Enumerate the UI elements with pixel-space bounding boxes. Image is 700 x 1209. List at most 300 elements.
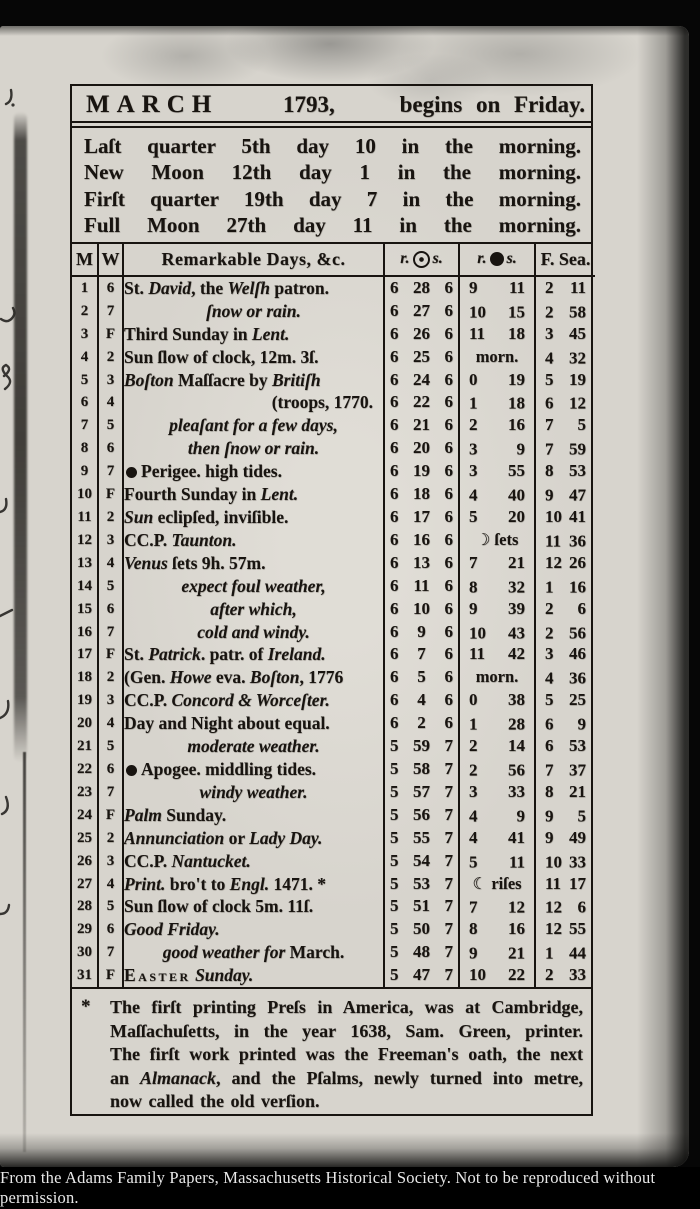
full-sea-cell (535, 414, 595, 437)
full-sea-value: 9 (545, 827, 554, 847)
sun-values (385, 552, 458, 575)
moon-special-value: ☽ ſets (475, 529, 519, 549)
sun-rise-set-cell (384, 964, 459, 987)
sun-value: 59 (413, 736, 430, 756)
day-text-segment: March. (289, 942, 345, 963)
full-sea-value: 4 (545, 348, 554, 368)
day-text-segment: ſets 9h. 57m. (167, 552, 266, 573)
page-bottom-shadow (0, 1133, 689, 1167)
month-day-cell: 16 (72, 621, 98, 644)
full-sea-value: 12 (545, 919, 562, 939)
remarkable-day-cell (123, 369, 384, 392)
sun-values (385, 414, 458, 437)
day-text-segment: pleaſant for a few days, (169, 415, 338, 436)
day-text-segment: Welſh (227, 277, 270, 298)
page-right-shadow (637, 26, 689, 1167)
full-sea-value: 33 (569, 852, 586, 872)
sun-value: 7 (444, 896, 453, 916)
day-text-segment: Britiſh (271, 369, 321, 390)
sun-values (385, 781, 458, 804)
table-row (72, 689, 595, 712)
full-sea-value: 6 (545, 736, 554, 756)
full-sea-cell (535, 781, 595, 804)
remarkable-day-cell (123, 873, 384, 896)
sun-rise-set-cell (384, 598, 459, 621)
day-text-segment: , and the Pſalms, newly turned into metre, (216, 1067, 584, 1088)
full-sea-cell (535, 391, 595, 414)
moon-rise-set-cell (459, 643, 535, 666)
moon-values (460, 897, 534, 920)
moon-rise-set-cell (459, 414, 535, 437)
sun-value: 6 (444, 484, 453, 504)
sun-value: 6 (390, 484, 399, 504)
full-sea-value: 45 (569, 323, 586, 343)
moon-values (460, 369, 534, 392)
sun-rise-set-cell (384, 414, 459, 437)
moon-value: 19 (508, 369, 525, 389)
sun-rise-set-cell (384, 758, 459, 781)
full-moon-icon (126, 765, 137, 776)
full-sea-value: 2 (545, 302, 554, 322)
moon-value: 0 (469, 369, 478, 389)
moon-phase-line: Laſt quarter 5th day 10 in the morning. (84, 133, 581, 158)
sun-value: 6 (390, 575, 399, 595)
moon-value: 10 (469, 965, 486, 985)
moon-value: 11 (469, 323, 486, 343)
day-text-segment: Good Friday. (124, 919, 220, 940)
moon-rise-set-cell (459, 300, 535, 323)
moon-phase-line: New Moon 12th day 1 in the morning. (84, 160, 581, 185)
moon-values (460, 643, 534, 666)
full-sea-cell (535, 735, 595, 758)
moon-value: 18 (508, 323, 525, 343)
day-text-segment: Maſſachuſetts, in the year 1638, Sam. Green, printer. (110, 1020, 583, 1041)
moon-values (460, 439, 534, 462)
full-sea-cell (535, 437, 595, 460)
remarkable-day-cell (123, 529, 384, 552)
week-day-cell: 2 (98, 827, 123, 850)
full-sea-cell (535, 506, 595, 529)
moon-value: 2 (469, 415, 478, 435)
sun-value: 5 (390, 896, 399, 916)
sun-value: 6 (444, 507, 453, 526)
book-gutter-shadow (14, 112, 27, 762)
sun-rise-set-cell (384, 437, 459, 460)
full-sea-cell (535, 460, 595, 483)
moon-value: 9 (469, 943, 478, 963)
sun-values (385, 873, 458, 896)
sun-value: 7 (417, 644, 426, 664)
day-text-segment: good weather for (162, 942, 290, 963)
month-day-cell: 12 (72, 529, 98, 552)
full-sea-value: 36 (569, 531, 586, 551)
sun-value: 4 (417, 690, 426, 710)
table-row (72, 300, 595, 323)
table-row (72, 414, 595, 437)
footnote (72, 987, 591, 1114)
sun-values (385, 735, 458, 758)
table-row (72, 323, 595, 346)
col-header-moon-rise-set (459, 244, 535, 276)
day-text-segment: or (224, 827, 250, 848)
full-sea-values (536, 530, 595, 553)
moon-special-value: morn. (475, 667, 519, 687)
month-day-cell: 25 (72, 827, 98, 850)
sun-value: 6 (390, 529, 399, 549)
sun-value: 51 (413, 896, 430, 916)
full-sea-value: 8 (545, 461, 554, 481)
week-day-cell: 4 (98, 712, 123, 735)
moon-value: 3 (469, 781, 478, 801)
sun-value: 6 (444, 690, 453, 710)
week-day-cell: 7 (98, 941, 123, 964)
sun-rise-set-cell (384, 643, 459, 666)
week-day-cell: 2 (98, 346, 123, 369)
sun-rise-set-cell (384, 276, 459, 300)
sun-value: 6 (390, 277, 399, 297)
sun-value: 5 (390, 758, 399, 778)
moon-value: 4 (469, 485, 478, 505)
footnote-line (110, 1043, 583, 1067)
day-text-segment: Fourth Sunday in (124, 484, 261, 505)
sun-value: 55 (413, 827, 430, 847)
moon-value: 28 (508, 714, 525, 734)
moon-rise-set-cell (459, 873, 535, 896)
full-sea-values (536, 552, 595, 575)
day-text-segment: Sun ſlow of clock, 12m. 3ſ. (124, 346, 319, 367)
table-row (72, 621, 595, 644)
month-day-cell: 27 (72, 873, 98, 896)
table-row (72, 276, 595, 300)
sun-rise-set-cell (384, 552, 459, 575)
title-begins-on: begins on Friday. (399, 92, 585, 117)
moon-value: 21 (508, 943, 525, 963)
remarkable-day-cell (123, 391, 384, 414)
sun-value: 50 (413, 919, 430, 939)
sun-value: 22 (413, 392, 430, 412)
moon-value: 12 (508, 897, 525, 917)
sun-value: 6 (444, 346, 453, 366)
sun-rise-set-cell (384, 941, 459, 964)
sun-value: 6 (444, 300, 453, 320)
page-title (72, 86, 591, 119)
month-day-cell: 29 (72, 918, 98, 941)
moon-value: 10 (469, 302, 486, 322)
moon-rise-set-cell (459, 460, 535, 483)
sun-values (385, 712, 458, 735)
month-day-cell: 18 (72, 666, 98, 689)
full-sea-cell (535, 850, 595, 873)
month-day-cell: 19 (72, 689, 98, 712)
full-sea-value: 53 (569, 461, 586, 481)
moon-value: 1 (469, 393, 478, 413)
moon-value: 42 (508, 644, 525, 664)
full-sea-value: 11 (569, 277, 586, 297)
sun-value: 7 (444, 942, 453, 962)
sun-rise-set-cell (384, 529, 459, 552)
moon-value: 0 (469, 690, 478, 710)
remarkable-day-cell (123, 666, 384, 689)
sun-rise-label: r. (400, 250, 410, 268)
col-header-month-day: M (72, 244, 98, 276)
sun-value: 6 (444, 644, 453, 664)
remarkable-day-cell (123, 689, 384, 712)
month-day-cell: 23 (72, 781, 98, 804)
full-sea-value: 1 (545, 577, 554, 597)
full-sea-value: 17 (569, 873, 586, 893)
full-sea-values (536, 460, 595, 483)
sun-value: 5 (417, 667, 426, 687)
full-sea-value: 25 (569, 690, 586, 710)
moon-rise-set-cell (459, 575, 535, 598)
full-sea-values (536, 576, 595, 599)
moon-rise-set-cell (459, 621, 535, 644)
sun-value: 7 (444, 873, 453, 893)
day-text-segment: Ireland. (267, 644, 326, 665)
moon-value: 1 (469, 714, 478, 734)
table-row (72, 941, 595, 964)
sun-value: 6 (390, 507, 399, 526)
month-day-cell: 8 (72, 437, 98, 460)
sun-rise-set-cell (384, 850, 459, 873)
moon-values (460, 323, 534, 346)
col-header-remarkable-days: Remarkable Days, &c. (123, 244, 384, 276)
full-sea-values (536, 485, 595, 508)
remarkable-day-cell (123, 643, 384, 666)
sun-set-label: s. (432, 250, 443, 268)
day-text-segment: ſnow or rain. (206, 300, 301, 321)
sun-rise-set-cell (384, 918, 459, 941)
double-rule (72, 121, 591, 128)
full-sea-values (536, 759, 595, 782)
moon-value: 41 (508, 827, 525, 847)
remarkable-day-cell (123, 598, 384, 621)
moon-value: 4 (469, 827, 478, 847)
printed-frame (70, 84, 593, 1116)
moon-value: 11 (508, 852, 525, 872)
sun-rise-set-cell (384, 391, 459, 414)
week-day-cell: F (98, 964, 123, 987)
full-sea-value: 9 (545, 485, 554, 505)
sun-value: 6 (444, 529, 453, 549)
sun-value: 6 (390, 323, 399, 343)
full-sea-cell (535, 598, 595, 621)
moon-value: 14 (508, 736, 525, 756)
remarkable-day-cell (123, 575, 384, 598)
week-day-cell: 5 (98, 414, 123, 437)
day-text-segment: now called the old verſion. (110, 1091, 320, 1112)
moon-value: 5 (469, 852, 478, 872)
remarkable-day-cell (123, 483, 384, 506)
full-sea-values (536, 414, 595, 437)
full-sea-value: 59 (569, 439, 586, 459)
sun-values (385, 346, 458, 369)
sun-value: 6 (390, 346, 399, 366)
sun-value: 5 (390, 965, 399, 985)
full-sea-value: 6 (577, 598, 586, 618)
month-day-cell: 31 (72, 964, 98, 987)
moon-special-value: morn. (475, 346, 519, 366)
full-sea-value: 11 (545, 531, 562, 551)
sun-values (385, 598, 458, 621)
sun-value: 6 (444, 415, 453, 435)
remarkable-day-cell (123, 323, 384, 346)
remarkable-day-cell (123, 300, 384, 323)
full-sea-values (536, 369, 595, 392)
full-sea-values (536, 714, 595, 737)
sun-values (385, 918, 458, 941)
sun-value: 7 (444, 827, 453, 847)
full-sea-value: 16 (569, 577, 586, 597)
moon-rise-set-cell (459, 895, 535, 918)
sun-value: 2 (417, 713, 426, 733)
table-row (72, 552, 595, 575)
month-day-cell: 10 (72, 483, 98, 506)
week-day-cell: 3 (98, 529, 123, 552)
moon-value: 9 (516, 439, 525, 459)
moon-rise-set-cell (459, 323, 535, 346)
footnote-line (110, 1020, 583, 1044)
title-year: 1793, (283, 92, 335, 117)
full-sea-cell (535, 758, 595, 781)
moon-values (460, 598, 534, 621)
full-sea-value: 10 (545, 852, 562, 872)
week-day-cell: 5 (98, 575, 123, 598)
sun-values (385, 369, 458, 392)
remarkable-day-cell (123, 712, 384, 735)
day-text-segment: expect foul weather, (181, 575, 326, 596)
week-day-cell: 4 (98, 873, 123, 896)
sun-values (385, 621, 458, 644)
table-row (72, 346, 595, 369)
sun-value: 6 (390, 461, 399, 481)
sun-value: 6 (444, 667, 453, 687)
sun-values (385, 460, 458, 483)
sun-value: 7 (444, 736, 453, 756)
caption-bar (0, 1167, 700, 1209)
sun-value: 6 (444, 575, 453, 595)
sun-value: 54 (413, 850, 430, 870)
full-sea-cell (535, 575, 595, 598)
day-text-segment: eclipſed, inviſible. (153, 507, 289, 527)
table-row (72, 575, 595, 598)
moon-value: 7 (469, 897, 478, 917)
sun-value: 5 (390, 827, 399, 847)
full-sea-values (536, 943, 595, 966)
full-sea-values (536, 301, 595, 324)
moon-value: 16 (508, 415, 525, 435)
full-sea-cell (535, 666, 595, 689)
full-sea-value: 5 (577, 806, 586, 826)
remarkable-day-cell (123, 276, 384, 300)
table-row (72, 437, 595, 460)
full-sea-values (536, 805, 595, 828)
sun-rise-set-cell (384, 323, 459, 346)
full-sea-cell (535, 276, 595, 300)
sun-value: 6 (444, 461, 453, 481)
full-sea-value: 5 (545, 369, 554, 389)
table-row (72, 735, 595, 758)
full-sea-value: 32 (569, 348, 586, 368)
moon-value: 55 (508, 461, 525, 481)
full-sea-values (536, 735, 595, 758)
full-sea-values (536, 918, 595, 941)
moon-phase-block (72, 128, 591, 242)
day-text-segment: Print. (124, 873, 166, 894)
full-sea-values (536, 827, 595, 850)
sun-rise-set-cell (384, 735, 459, 758)
table-row (72, 873, 595, 896)
moon-rise-set-cell (459, 850, 535, 873)
month-day-cell: 26 (72, 850, 98, 873)
full-sea-value: 41 (569, 507, 586, 526)
day-text-segment: . patr. of (200, 644, 268, 665)
sun-value: 6 (444, 621, 453, 641)
sun-value: 24 (413, 369, 430, 389)
day-text-segment: cold and windy. (197, 621, 310, 642)
full-sea-values (536, 506, 595, 529)
month-day-cell: 13 (72, 552, 98, 575)
remarkable-day-cell (123, 827, 384, 850)
week-day-cell: 7 (98, 621, 123, 644)
week-day-cell: 2 (98, 506, 123, 529)
sun-value: 6 (444, 552, 453, 572)
month-day-cell: 6 (72, 391, 98, 414)
day-text-segment: Boſton (249, 667, 300, 688)
full-sea-values (536, 643, 595, 666)
moon-value: 33 (508, 781, 525, 801)
full-sea-cell (535, 483, 595, 506)
full-sea-value: 6 (545, 393, 554, 413)
full-sea-value: 12 (545, 897, 562, 917)
full-sea-value: 55 (569, 919, 586, 939)
month-day-cell: 15 (72, 598, 98, 621)
full-sea-values (536, 439, 595, 462)
sun-value: 6 (390, 667, 399, 687)
moon-value: 32 (508, 577, 525, 597)
moon-rise-set-cell (459, 781, 535, 804)
sun-values (385, 391, 458, 414)
full-sea-cell (535, 552, 595, 575)
day-text-segment: Engl. (229, 873, 270, 894)
moon-value: 21 (508, 552, 525, 572)
sun-values (385, 529, 458, 552)
month-day-cell: 11 (72, 506, 98, 529)
sun-value: 6 (444, 438, 453, 458)
sun-values (385, 643, 458, 666)
week-day-cell: 7 (98, 300, 123, 323)
moon-phase-line: Firſt quarter 19th day 7 in the morning. (84, 186, 581, 211)
month-day-cell: 2 (72, 300, 98, 323)
moon-value: 38 (508, 690, 525, 710)
day-text-segment: (Gen. (124, 667, 170, 688)
sun-value: 48 (413, 942, 430, 962)
sun-value: 6 (390, 300, 399, 320)
day-text-segment: Almanack (140, 1067, 217, 1088)
sun-value: 7 (444, 804, 453, 824)
day-text-segment: 1471. * (269, 873, 326, 894)
sun-rise-set-cell (384, 873, 459, 896)
moon-value: 5 (469, 507, 478, 526)
full-sea-value: 56 (569, 623, 586, 643)
col-header-full-sea: F. Sea. (535, 244, 595, 276)
table-row (72, 850, 595, 873)
sun-values (385, 895, 458, 918)
day-text-segment: Patrick (148, 644, 201, 665)
sun-values (385, 300, 458, 323)
week-day-cell: 5 (98, 895, 123, 918)
day-text-segment: Third Sunday in (124, 323, 252, 344)
